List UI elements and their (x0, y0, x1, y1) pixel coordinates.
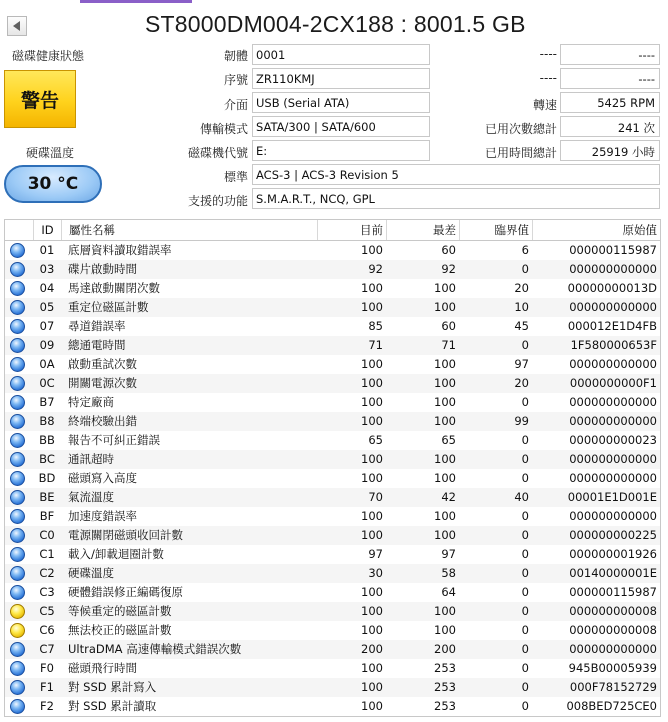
attribute-id: C2 (39, 566, 55, 580)
transfer-mode-label: 傳輸模式 (199, 122, 248, 136)
status-cell (5, 469, 33, 488)
raw-value: 000000000000 (569, 452, 657, 466)
raw-value: 000000000000 (569, 414, 657, 428)
worst-value: 100 (434, 395, 456, 409)
status-cell (5, 678, 33, 697)
status-cell (5, 488, 33, 507)
raw-value: 945B00005939 (568, 661, 657, 675)
current-value: 100 (361, 509, 383, 523)
attribute-id: 0C (39, 376, 55, 390)
current-value: 100 (361, 452, 383, 466)
good-status-icon (10, 395, 25, 410)
raw-value: 000000000023 (569, 433, 657, 447)
status-cell (5, 279, 33, 298)
raw-value: 00001E1D001E (567, 490, 657, 504)
status-cell (5, 697, 33, 716)
attribute-name: 碟片啟動時間 (68, 262, 137, 276)
attribute-name: 加速度錯誤率 (68, 509, 137, 523)
table-row[interactable] (5, 678, 660, 697)
threshold-value: 0 (521, 452, 529, 466)
attribute-name: 電源關閉磁頭收回計數 (68, 528, 183, 542)
attribute-name: 磁頭寫入高度 (68, 471, 137, 485)
current-value: 100 (361, 243, 383, 257)
active-tab-indicator (80, 0, 192, 3)
attribute-name: 啟動重試次數 (68, 357, 137, 371)
worst-value: 92 (441, 262, 456, 276)
threshold-value: 0 (521, 661, 529, 675)
current-value: 71 (368, 338, 383, 352)
good-status-icon (10, 452, 25, 467)
current-value: 100 (361, 357, 383, 371)
worst-value: 64 (441, 585, 456, 599)
threshold-value: 99 (514, 414, 529, 428)
good-status-icon (10, 414, 25, 429)
attribute-name: 對 SSD 累計讀取 (68, 699, 157, 713)
good-status-icon (10, 262, 25, 277)
attribute-name: 底層資料讀取錯誤率 (68, 243, 172, 257)
table-row[interactable] (5, 697, 660, 716)
attribute-name: UltraDMA 高速傳輸模式錯誤次數 (68, 642, 242, 656)
status-cell (5, 507, 33, 526)
good-status-icon (10, 319, 25, 334)
table-row[interactable] (5, 545, 660, 564)
current-value: 100 (361, 395, 383, 409)
table-row[interactable] (5, 488, 660, 507)
header-status (5, 220, 33, 240)
good-status-icon (10, 585, 25, 600)
attribute-name: 氣流溫度 (68, 490, 114, 504)
features-label: 支援的功能 (187, 194, 248, 208)
good-status-icon (10, 357, 25, 372)
good-status-icon (10, 547, 25, 562)
attribute-name: 特定廠商 (68, 395, 114, 409)
status-cell (5, 355, 33, 374)
worst-value: 71 (441, 338, 456, 352)
table-row[interactable] (5, 564, 660, 583)
table-row[interactable] (5, 279, 660, 298)
table-row[interactable] (5, 241, 660, 260)
current-value: 97 (368, 547, 383, 561)
current-value: 85 (368, 319, 383, 333)
attribute-name: 重定位磁區計數 (68, 300, 149, 314)
table-row[interactable] (5, 583, 660, 602)
standard-value: ACS-3 | ACS-3 Revision 5 (252, 164, 660, 185)
raw-value: 000000000225 (569, 528, 657, 542)
status-cell (5, 431, 33, 450)
status-cell (5, 393, 33, 412)
threshold-value: 0 (521, 604, 529, 618)
worst-value: 100 (434, 509, 456, 523)
good-status-icon (10, 490, 25, 505)
attribute-id: C6 (39, 623, 55, 637)
status-cell (5, 526, 33, 545)
status-cell (5, 545, 33, 564)
attribute-name: 通訊超時 (68, 452, 114, 466)
good-status-icon (10, 642, 25, 657)
status-cell (5, 241, 33, 260)
attribute-id: C5 (39, 604, 55, 618)
table-row[interactable] (5, 317, 660, 336)
raw-value: 0000000000F1 (569, 376, 657, 390)
raw-value: 000000115987 (569, 243, 657, 257)
header-current[interactable]: 目前 (317, 220, 386, 240)
table-header-row (5, 220, 660, 241)
header-raw-values[interactable]: 原始值 (532, 220, 660, 240)
worst-value: 60 (441, 243, 456, 257)
worst-value: 100 (434, 528, 456, 542)
worst-value: 100 (434, 414, 456, 428)
current-value: 100 (361, 471, 383, 485)
attribute-id: 09 (39, 338, 55, 352)
status-cell (5, 583, 33, 602)
power-on-count-label: 已用次數總計 (484, 122, 557, 136)
status-cell (5, 374, 33, 393)
raw-value: 000000000000 (569, 395, 657, 409)
caution-status-icon (10, 623, 25, 638)
good-status-icon (10, 528, 25, 543)
raw-value: 000000000000 (569, 471, 657, 485)
attribute-id: C3 (39, 585, 55, 599)
attribute-id: 07 (39, 319, 55, 333)
firmware-value: 0001 (252, 44, 430, 65)
power-on-hours-value: 25919 小時 (560, 140, 660, 161)
good-status-icon (10, 300, 25, 315)
raw-value: 000000000000 (569, 357, 657, 371)
attribute-id: C1 (39, 547, 55, 561)
raw-value: 000000000000 (569, 300, 657, 314)
table-row[interactable] (5, 659, 660, 678)
header-id[interactable]: ID (33, 220, 61, 240)
worst-value: 100 (434, 452, 456, 466)
status-cell (5, 317, 33, 336)
table-row[interactable] (5, 412, 660, 431)
header-threshold[interactable]: 臨界值 (459, 220, 532, 240)
standard-label: 標準 (223, 170, 248, 184)
attribute-name: 硬體錯誤修正編碼復原 (68, 585, 183, 599)
raw-value: 000012E1D4FB (567, 319, 657, 333)
good-status-icon (10, 680, 25, 695)
status-cell (5, 602, 33, 621)
threshold-value: 20 (514, 281, 529, 295)
current-value: 92 (368, 262, 383, 276)
temperature-badge[interactable]: 30 °C (4, 165, 102, 203)
threshold-value: 0 (521, 642, 529, 656)
attribute-name: 等候重定的磁區計數 (68, 604, 172, 618)
threshold-value: 40 (514, 490, 529, 504)
current-value: 100 (361, 376, 383, 390)
firmware-label: 韌體 (223, 49, 248, 63)
drive-title: ST8000DM004-2CX188 : 8001.5 GB (145, 11, 526, 37)
current-value: 100 (361, 585, 383, 599)
power-on-hours-label: 已用時間總計 (484, 146, 557, 160)
table-row[interactable] (5, 621, 660, 640)
attribute-id: 01 (39, 243, 55, 257)
good-status-icon (10, 376, 25, 391)
raw-value: 000000000000 (569, 262, 657, 276)
health-status-label: 磁碟健康狀態 (12, 49, 85, 63)
worst-value: 100 (434, 357, 456, 371)
current-value: 30 (368, 566, 383, 580)
good-status-icon (10, 661, 25, 676)
table-row[interactable] (5, 507, 660, 526)
worst-value: 100 (434, 281, 456, 295)
status-cell (5, 412, 33, 431)
table-row[interactable] (5, 469, 660, 488)
status-cell (5, 659, 33, 678)
good-status-icon (10, 433, 25, 448)
power-on-count-value: 241 次 (560, 116, 660, 137)
attribute-id: 03 (39, 262, 55, 276)
blank-value-1: ---- (560, 44, 660, 65)
attribute-id: F1 (40, 680, 54, 694)
header-attribute-name[interactable]: 屬性名稱 (61, 220, 317, 240)
threshold-value: 97 (514, 357, 529, 371)
raw-value: 00000000013D (567, 281, 657, 295)
blank-label-2: ---- (539, 71, 557, 85)
raw-value: 000000115987 (569, 585, 657, 599)
table-row[interactable] (5, 298, 660, 317)
attribute-name: 無法校正的磁區計數 (68, 623, 172, 637)
features-value: S.M.A.R.T., NCQ, GPL (252, 188, 660, 209)
attribute-id: B7 (39, 395, 55, 409)
good-status-icon (10, 281, 25, 296)
threshold-value: 0 (521, 623, 529, 637)
table-row[interactable] (5, 450, 660, 469)
table-row[interactable] (5, 526, 660, 545)
current-value: 65 (368, 433, 383, 447)
attribute-name: 硬碟溫度 (68, 566, 114, 580)
raw-value: 000000000008 (569, 604, 657, 618)
attribute-id: BC (39, 452, 55, 466)
threshold-value: 10 (514, 300, 529, 314)
worst-value: 100 (434, 623, 456, 637)
threshold-value: 0 (521, 547, 529, 561)
arrow-left-icon (13, 21, 20, 31)
current-value: 100 (361, 623, 383, 637)
raw-value: 000000000000 (569, 642, 657, 656)
attribute-name: 對 SSD 累計寫入 (68, 680, 157, 694)
current-value: 100 (361, 661, 383, 675)
attribute-name: 開關電源次數 (68, 376, 137, 390)
table-row[interactable] (5, 336, 660, 355)
raw-value: 008BED725CE0 (566, 699, 657, 713)
attribute-id: BF (39, 509, 55, 523)
header-worst[interactable]: 最差 (386, 220, 459, 240)
worst-value: 253 (434, 680, 456, 694)
temperature-label: 硬碟溫度 (26, 146, 75, 160)
good-status-icon (10, 699, 25, 714)
drive-letter-value: E: (252, 140, 430, 161)
attribute-id: BD (38, 471, 56, 485)
threshold-value: 0 (521, 338, 529, 352)
status-cell (5, 336, 33, 355)
attribute-id: 04 (39, 281, 55, 295)
table-row[interactable] (5, 431, 660, 450)
attribute-name: 磁頭飛行時間 (68, 661, 137, 675)
current-value: 100 (361, 414, 383, 428)
threshold-value: 0 (521, 433, 529, 447)
attribute-id: F0 (40, 661, 54, 675)
attribute-id: C0 (39, 528, 55, 542)
threshold-value: 0 (521, 680, 529, 694)
blank-value-2: ---- (560, 68, 660, 89)
attribute-id: BE (39, 490, 55, 504)
drive-letter-label: 磁碟機代號 (187, 146, 248, 160)
threshold-value: 0 (521, 699, 529, 713)
threshold-value: 45 (514, 319, 529, 333)
table-row[interactable] (5, 602, 660, 621)
attribute-name: 尋道錯誤率 (68, 319, 126, 333)
threshold-value: 0 (521, 471, 529, 485)
transfer-mode-value: SATA/300 | SATA/600 (252, 116, 430, 137)
current-value: 100 (361, 300, 383, 314)
rotation-rate-value: 5425 RPM (560, 92, 660, 113)
attribute-id: 05 (39, 300, 55, 314)
status-cell (5, 640, 33, 659)
threshold-value: 6 (521, 243, 529, 257)
health-status-badge[interactable]: 警告 (4, 70, 76, 128)
attribute-id: F2 (40, 699, 54, 713)
attribute-id: 0A (39, 357, 55, 371)
good-status-icon (10, 566, 25, 581)
attribute-name: 馬達啟動關閉次數 (68, 281, 160, 295)
worst-value: 58 (441, 566, 456, 580)
attribute-name: 終端校驗出錯 (68, 414, 137, 428)
previous-drive-button[interactable] (7, 16, 27, 36)
worst-value: 100 (434, 300, 456, 314)
caution-status-icon (10, 604, 25, 619)
attribute-name: 載入/卸載迴圈計數 (68, 547, 164, 561)
worst-value: 100 (434, 376, 456, 390)
status-cell (5, 621, 33, 640)
current-value: 200 (361, 642, 383, 656)
status-cell (5, 260, 33, 279)
attribute-id: B8 (39, 414, 55, 428)
status-cell (5, 298, 33, 317)
attribute-name: 報告不可糾正錯誤 (68, 433, 160, 447)
threshold-value: 0 (521, 509, 529, 523)
good-status-icon (10, 243, 25, 258)
table-row[interactable] (5, 355, 660, 374)
serial-label: 序號 (223, 73, 248, 87)
rotation-rate-label: 轉速 (532, 98, 557, 112)
good-status-icon (10, 509, 25, 524)
raw-value: 000000000008 (569, 623, 657, 637)
current-value: 100 (361, 528, 383, 542)
threshold-value: 20 (514, 376, 529, 390)
current-value: 70 (368, 490, 383, 504)
threshold-value: 0 (521, 566, 529, 580)
serial-value: ZR110KMJ (252, 68, 430, 89)
raw-value: 000000000000 (569, 509, 657, 523)
raw-value: 1F580000653F (570, 338, 657, 352)
threshold-value: 0 (521, 585, 529, 599)
attribute-id: C7 (39, 642, 55, 656)
smart-attributes-table[interactable] (4, 219, 661, 717)
worst-value: 253 (434, 699, 456, 713)
worst-value: 100 (434, 604, 456, 618)
blank-label-1: ---- (539, 47, 557, 61)
worst-value: 42 (441, 490, 456, 504)
threshold-value: 0 (521, 395, 529, 409)
table-row[interactable] (5, 640, 660, 659)
attribute-name: 總通電時間 (68, 338, 126, 352)
current-value: 100 (361, 680, 383, 694)
worst-value: 200 (434, 642, 456, 656)
status-cell (5, 450, 33, 469)
table-row[interactable] (5, 260, 660, 279)
good-status-icon (10, 471, 25, 486)
table-row[interactable] (5, 374, 660, 393)
current-value: 100 (361, 604, 383, 618)
raw-value: 00140000001E (569, 566, 657, 580)
status-cell (5, 564, 33, 583)
threshold-value: 0 (521, 528, 529, 542)
worst-value: 100 (434, 471, 456, 485)
threshold-value: 0 (521, 262, 529, 276)
worst-value: 97 (441, 547, 456, 561)
table-row[interactable] (5, 393, 660, 412)
raw-value: 000F78152729 (569, 680, 657, 694)
current-value: 100 (361, 281, 383, 295)
good-status-icon (10, 338, 25, 353)
interface-label: 介面 (223, 98, 248, 112)
worst-value: 65 (441, 433, 456, 447)
interface-value: USB (Serial ATA) (252, 92, 430, 113)
current-value: 100 (361, 699, 383, 713)
raw-value: 000000001926 (569, 547, 657, 561)
worst-value: 60 (441, 319, 456, 333)
worst-value: 253 (434, 661, 456, 675)
attribute-id: BB (39, 433, 55, 447)
